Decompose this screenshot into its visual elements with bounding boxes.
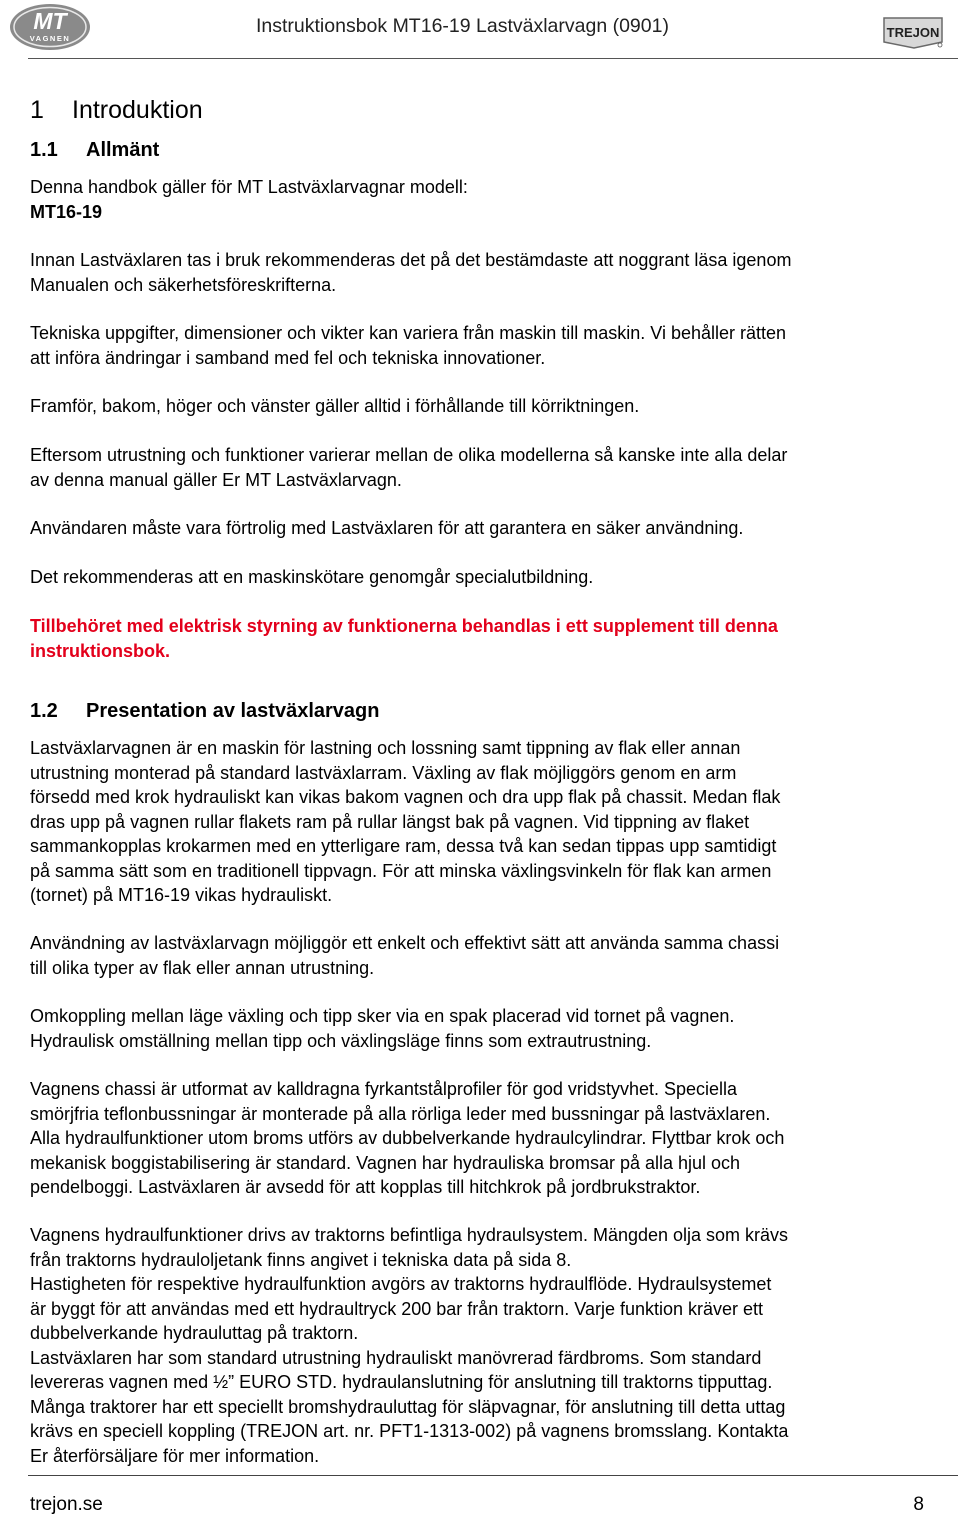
text-line: levereras vagnen med ½” EURO STD. hydraulanslutning för anslutning till traktorns tipputtag. xyxy=(30,1372,773,1392)
section-number: 1 xyxy=(30,96,44,124)
trejon-logo xyxy=(878,14,948,50)
paragraph-tillbehor-notice xyxy=(30,614,935,663)
text-line: Eftersom utrustning och funktioner varierar mellan de olika modellerna så kanske inte alla delar xyxy=(30,445,788,465)
logo-mt-subtext: VAGNEN xyxy=(29,34,71,43)
text-line: Hastigheten för respektive hydraulfunktion avgörs av traktorns hydraulflöde. Hydraulsystemet xyxy=(30,1274,772,1294)
footer-site: trejon.se xyxy=(30,1494,103,1515)
text-line: Er återförsäljare för mer information. xyxy=(30,1445,320,1466)
text-line: dubbelverkande hydrauluttag på traktorn. xyxy=(30,1323,359,1343)
text-line: Innan Lastväxlaren tas i bruk rekommenderas det på det bestämdaste att noggrant läsa igenom xyxy=(30,250,792,270)
text-line: försedd med krok hydrauliskt kan vikas bakom vagnen och dra upp flak på chassit. Medan flak xyxy=(30,787,781,807)
section-heading-1 xyxy=(30,95,935,125)
text-line: utrustning monterad på standard lastväxlarram. Växling av flak möjliggörs genom en arm xyxy=(30,762,737,783)
paragraph-anvandaren xyxy=(30,516,935,541)
section-heading-1-2 xyxy=(30,698,935,724)
text-line: Användning av lastväxlarvagn möjliggör ett enkelt och effektivt sätt att använda samma chassi xyxy=(30,933,780,953)
text-line: Användaren måste vara förtrolig med Lastväxlaren för att garantera en säker användning. xyxy=(30,518,744,538)
logo-mt-text: MT xyxy=(33,8,67,34)
text-line: smörjfria teflonbussningar är monterade på alla rörliga leder med bussningar på lastväxlaren. xyxy=(30,1103,771,1124)
text-line: av denna manual gäller Er MT Lastväxlarvagn. xyxy=(30,469,402,490)
text-line: Det rekommenderas att en maskinskötare genomgår specialutbildning. xyxy=(30,567,594,587)
section-title: Introduktion xyxy=(72,96,203,124)
text-line: Tekniska uppgifter, dimensioner och vikter kan variera från maskin till maskin. Vi behåller rätten xyxy=(30,323,787,343)
text-line: krävs en speciell koppling (TREJON art. nr. PFT1-1313-002) på vagnens bromsslang. Kontakta xyxy=(30,1421,789,1441)
text-line: Denna handbok gäller för MT Lastväxlarvagnar modell: xyxy=(30,177,468,197)
text-line: Lastväxlarvagnen är en maskin för lastning och lossning samt tippning av flak eller annan xyxy=(30,738,741,758)
text-line: Tillbehöret med elektrisk styrning av funktionerna behandlas i ett supplement till denna xyxy=(30,616,778,636)
paragraph-anvandning xyxy=(30,931,935,980)
model-name: MT16-19 xyxy=(30,201,103,222)
text-line: Framför, bakom, höger och vänster gäller alltid i förhållande till körriktningen. xyxy=(30,396,640,416)
paragraph-presentation xyxy=(30,736,935,908)
paragraph-omkoppling xyxy=(30,1004,935,1053)
text-line: från traktorns hydrauloljetank finns angivet i tekniska data på sida 8. xyxy=(30,1249,572,1270)
text-line: pendelboggi. Lastväxlaren är avsedd för att kopplas till hitchkrok på jordbrukstraktor. xyxy=(30,1177,701,1197)
text-line: dras upp på vagnen rullar flakets ram på rullar längst bak på vagnen. Vid tippning av flaket xyxy=(30,811,750,832)
logo-trejon-text: TREJON xyxy=(886,25,940,40)
paragraph-innan xyxy=(30,248,935,297)
paragraph-chassi xyxy=(30,1077,935,1200)
text-line: sammankopplas krokarmen med en ytterligare ram, dessa två kan sedan tippas upp samtidigt xyxy=(30,836,777,856)
paragraph-tekniska xyxy=(30,321,935,370)
section-title: Presentation av lastväxlarvagn xyxy=(86,700,380,722)
section-number: 1.1 xyxy=(30,139,58,161)
section-title: Allmänt xyxy=(86,139,160,161)
page-header xyxy=(0,0,960,60)
section-number: 1.2 xyxy=(30,700,58,722)
text-line: Manualen och säkerhetsföreskrifterna. xyxy=(30,274,337,295)
text-line: på samma sätt som en traditionell tippvagn. För att minska växlingsvinkeln för flak kan armen xyxy=(30,860,772,881)
text-line: Många traktorer har ett speciellt bromshydrauluttag för släpvagnar, för anslutning till detta uttag xyxy=(30,1396,786,1417)
text-line: Omkoppling mellan läge växling och tipp sker via en spak placerad vid tornet på vagnen. xyxy=(30,1006,735,1026)
mt-vagnen-logo xyxy=(8,2,92,52)
text-line: Lastväxlaren har som standard utrustning hydrauliskt manövrerad färdbroms. Som standard xyxy=(30,1347,762,1368)
text-line: till olika typer av flak eller annan utrustning. xyxy=(30,957,375,978)
text-line: mekanisk boggistabilisering är standard. Vagnen har hydrauliska bromsar på alla hjul och xyxy=(30,1152,741,1173)
paragraph-intro xyxy=(30,175,935,224)
text-line: (tornet) på MT16-19 vikas hydrauliskt. xyxy=(30,885,333,905)
paragraph-rekommenderas xyxy=(30,565,935,590)
text-line: Vagnens hydraulfunktioner drivs av traktorns befintliga hydraulsystem. Mängden olja som krävs xyxy=(30,1225,789,1245)
paragraph-framfor xyxy=(30,394,935,419)
text-line: Hydraulisk omställning mellan tipp och växlingsläge finns som extrautrustning. xyxy=(30,1030,652,1051)
text-line: att införa ändringar i samband med fel och tekniska innovationer. xyxy=(30,347,546,368)
text-line: är byggt för att användas med ett hydraultryck 200 bar från traktorn. Varje funktion kräver ett xyxy=(30,1298,764,1319)
text-line: Alla hydraulfunktioner utom broms utförs av dubbelverkande hydraulcylindrar. Flyttbar krok och xyxy=(30,1128,785,1148)
text-line: instruktionsbok. xyxy=(30,640,171,661)
paragraph-eftersom xyxy=(30,443,935,492)
paragraph-hydraul xyxy=(30,1223,935,1468)
section-heading-1-1 xyxy=(30,137,935,163)
header-divider xyxy=(28,58,958,59)
document-title: Instruktionsbok MT16-19 Lastväxlarvagn (0901) xyxy=(256,15,669,37)
page-number: 8 xyxy=(913,1494,924,1515)
text-line: Vagnens chassi är utformat av kalldragna fyrkantstålprofiler för god vridstyvhet. Speciella xyxy=(30,1079,738,1099)
footer-divider xyxy=(28,1475,958,1476)
